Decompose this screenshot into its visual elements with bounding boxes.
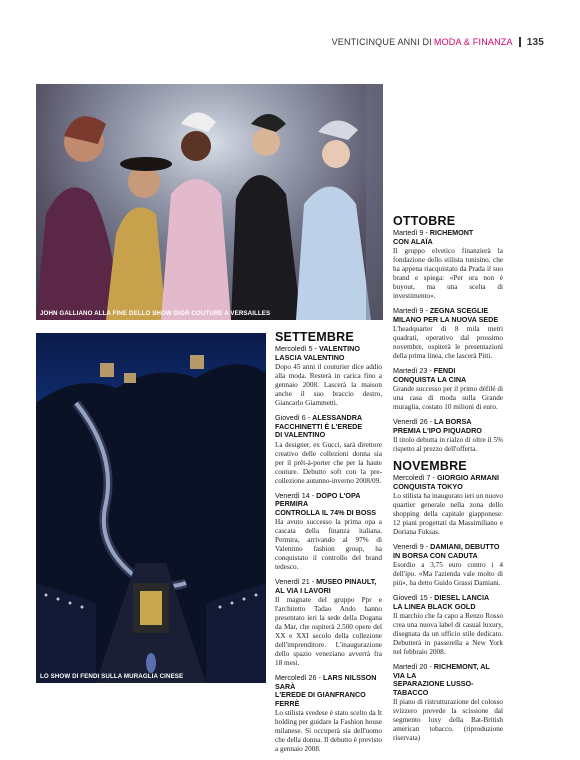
- news-entry: [393, 474, 503, 537]
- entry-date: Martedì 20 -: [393, 662, 434, 671]
- entry-title: IN BORSA CON CADUTA: [393, 550, 478, 560]
- news-entry: [393, 663, 503, 743]
- entry-date: Martedì 23 -: [393, 366, 434, 375]
- entry-title: GIORGIO ARMANI: [436, 473, 499, 482]
- settembre-column: [275, 331, 382, 760]
- photo1-caption: JOHN GALLIANO ALLA FINE DELLO SHOW DIOR COUTURE A VERSAILLES: [40, 310, 271, 317]
- month-heading-settembre: SETTEMBRE: [275, 330, 354, 344]
- entry-date: Giovedì 6 -: [275, 413, 313, 422]
- news-entry: [393, 307, 503, 361]
- entry-title: ZEGNA SCEGLIE: [429, 306, 489, 315]
- entry-text: Esordio a 3,75 euro contro i 4 dell'ipo. «Ma l'azienda vale molto di più», ha detto Guido Grassi Damiani.: [393, 561, 503, 587]
- entry-title: CONTROLLA IL 74% DI BOSS: [275, 507, 377, 517]
- entry-text: Lo stilista svedese è stato scelto da It holding per guidare la Fashion house milanese. Si occuperà sia dell'uomo che della donna. Il debutto è previsto a gennaio 2008.: [275, 709, 382, 753]
- entry-text: L'headquarter di 8 mila metri quadrati, operativo dal prossimo novembre, ospiterà le presentazioni della prima linea, che lascerà Pitti.: [393, 325, 503, 360]
- header-divider: [519, 37, 521, 47]
- news-entry: [393, 418, 503, 454]
- news-entry: [275, 492, 382, 573]
- news-entry: [393, 543, 503, 588]
- photo2-caption: LO SHOW DI FENDI SULLA MURAGLIA CINESE: [40, 673, 184, 680]
- entry-title: DAMIANI, DEBUTTO: [430, 542, 500, 551]
- news-entry: [275, 674, 382, 754]
- header-highlight: MODA & FINANZA: [433, 37, 513, 47]
- entry-title: ALESSANDRA: [312, 413, 363, 422]
- ottobre-novembre-column: [393, 215, 503, 749]
- entry-title: CON ALAÏA: [393, 236, 433, 246]
- entry-title: SEPARAZIONE LUSSO-TABACCO: [393, 679, 474, 697]
- entry-title: L'EREDE DI GIANFRANCO FERRÈ: [275, 690, 366, 708]
- entry-date: Martedì 9 -: [393, 306, 430, 315]
- entry-date: Venerdì 9 -: [393, 542, 431, 551]
- entry-date: Mercoledì 7 -: [393, 473, 437, 482]
- entry-text: Ha avuto successo la prima opa a cascata della finanza italiana. Permira, arrivando al 97% di Valentino fashion group, ha conquistato il controllo del brand tedesco.: [275, 518, 382, 571]
- great-wall-illustration: [36, 333, 266, 683]
- entry-title: AL VIA I LAVORI: [275, 585, 331, 595]
- news-entry: [275, 578, 382, 668]
- news-entry: [275, 345, 382, 408]
- entry-text: Il piano di ristrutturazione del colosso svizzero prevede la scissione dal segmento luxy della Bat-British american tobacco. (riproduzione riservata): [393, 698, 503, 742]
- entry-title: MUSEO PINAULT,: [316, 577, 377, 586]
- entry-text: La designer, ex Gucci, sarà direttore creativo delle collezioni donna sia per il prêt-à-porter che per la haute couture. Debutto soft con la pre-collezione autunno-inverno 2008/09.: [275, 440, 382, 485]
- running-header: [332, 36, 544, 48]
- entry-title: DIESEL LANCIA: [434, 593, 490, 602]
- entry-title: FENDI: [433, 366, 456, 375]
- dior-show-illustration: [36, 84, 383, 320]
- entry-title: LA LINEA BLACK GOLD: [393, 601, 476, 611]
- entry-text: Il gruppo elvetico finanzierà la fondazione dello stilista tunisino, che ha appena riacquistato da Prada il suo brand e spiega: «Per ora non è buyout, ma una scelta di investimento».: [393, 247, 503, 300]
- entry-title: CONQUISTA TOKYO: [393, 481, 463, 491]
- entry-date: Mercoledì 26 -: [275, 673, 323, 682]
- news-entry: [393, 229, 503, 301]
- news-entry: [393, 367, 503, 412]
- entry-title: VALENTINO: [318, 344, 360, 353]
- entry-text: Il titolo debutta in rialzo di oltre il 5% rispetto al prezzo dell'offerta.: [393, 436, 503, 453]
- entry-date: Mercoledì 5 -: [275, 344, 319, 353]
- month-heading-novembre: NOVEMBRE: [393, 459, 467, 473]
- entry-date: Venerdì 14 -: [275, 490, 317, 500]
- news-entry: [275, 414, 382, 486]
- entry-title: MILANO PER LA NUOVA SEDE: [393, 314, 499, 324]
- entry-date: Venerdì 21 -: [275, 577, 317, 586]
- entry-title: FACCHINETTI È L'EREDE: [275, 421, 363, 431]
- entry-title: PREMIA L'IPO PIQUADRO: [393, 425, 482, 435]
- entry-title: LASCIA VALENTINO: [275, 352, 345, 362]
- entry-date: Giovedì 15 -: [393, 593, 435, 602]
- entry-title: RICHEMONT: [429, 228, 474, 237]
- entry-text: Dopo 45 anni il couturier dice addio alla moda. Resterà in carica fino a gennaio 2008. Lascerà la maison anche il suo braccio destro, Giancarlo Giammetti.: [275, 363, 382, 407]
- entry-text: Il marchio che fa capo a Renzo Rosso crea una nuova label di casual luxury, disegnata da un ufficio stile dedicato. Debutterà in passerella a New York nel febbraio 2008.: [393, 612, 503, 656]
- entry-text: Grande successo per il primo défilé di una casa di moda sulla Grande muraglia, costato 10 milioni di euro.: [393, 385, 503, 411]
- entry-text: Lo stilista ha inaugurato ieri un nuovo quartier generale nella zona dello shopping della capitale giapponese: 12 piani progettati da Massimiliano e Doriana Fuksas.: [393, 492, 503, 536]
- entry-title: DOPO L'OPA PERMIRA: [275, 490, 361, 508]
- entry-date: Venerdì 26 -: [393, 417, 435, 426]
- entry-title: LARS NILSSON SARÀ: [275, 673, 377, 691]
- dior-show-photo: [36, 84, 383, 320]
- news-entry: [393, 594, 503, 657]
- entry-title: CONQUISTA LA CINA: [393, 374, 467, 384]
- page-number: 135: [526, 36, 544, 48]
- entry-title: DI VALENTINO: [275, 430, 326, 439]
- entry-title: RICHEMONT, AL VIA LA: [393, 662, 490, 680]
- entry-date: Martedì 9 -: [393, 228, 430, 237]
- header-prefix: VENTICINQUE ANNI DI: [331, 37, 432, 47]
- entry-title: LA BORSA: [434, 417, 472, 426]
- month-heading-ottobre: OTTOBRE: [393, 214, 456, 228]
- fendi-great-wall-photo: [36, 333, 266, 683]
- entry-text: Il magnate del gruppo Ppr e l'architetto Tadao Ando hanno presentato ieri la sede della Dogana da Mar, che ospiterà 2.500 opere del XX e XXI secolo della collezione dell'imprenditore. L'inaugurazione dello spazio veneziano avverrà fra 18 mesi.: [275, 596, 382, 667]
